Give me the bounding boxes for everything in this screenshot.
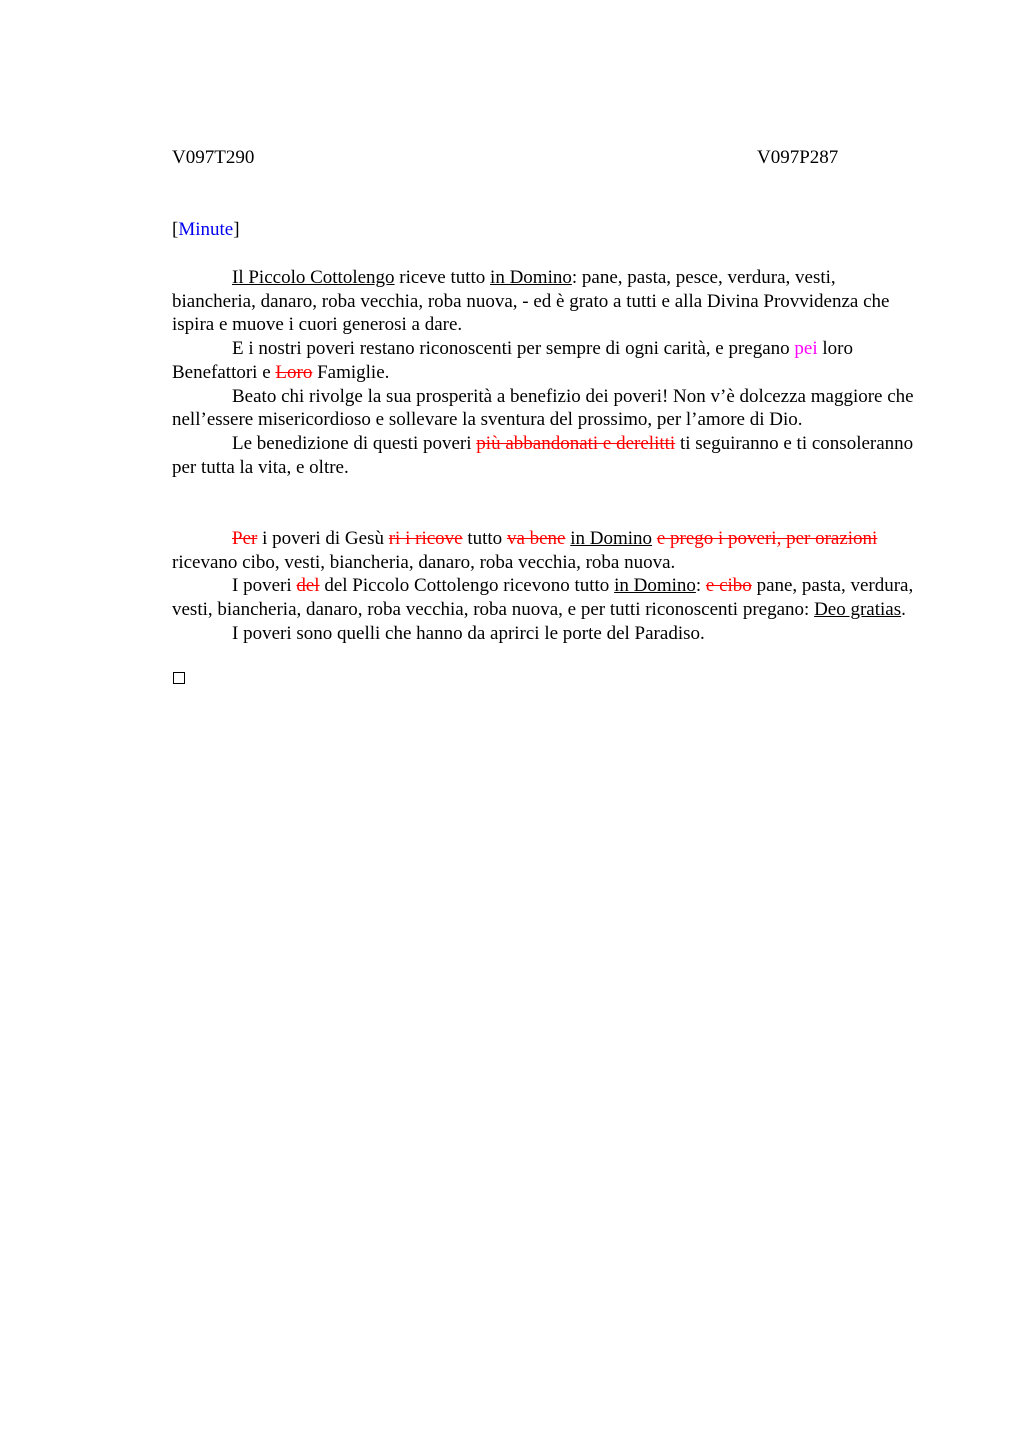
close-bracket: ]: [233, 219, 240, 240]
document-code-left: V097T290: [172, 147, 255, 168]
section-label: [172, 218, 240, 242]
underlined-text: Deo gratias: [814, 599, 902, 621]
text-span: del Piccolo Cottolengo ricevono tutto: [319, 575, 615, 597]
text-span: loro Benefattori e: [172, 338, 853, 383]
paragraph: [172, 266, 922, 337]
highlighted-text: pei: [794, 338, 818, 360]
text-span: .: [901, 599, 906, 621]
text-span: ti seguiranno e ti consoleranno per tutta la vita, e oltre.: [172, 432, 914, 478]
paragraph: [172, 527, 922, 574]
end-of-section-box-icon: [173, 672, 185, 684]
text-span: riceve tutto: [394, 267, 491, 288]
deleted-text: e prego i poveri, per orazioni: [656, 528, 878, 549]
text-span: Le benedizione di questi poveri: [232, 432, 477, 454]
deleted-text: va bene: [506, 528, 566, 549]
paragraph: [172, 385, 922, 432]
underlined-text: Il Piccolo Cottolengo: [232, 267, 395, 288]
text-span: E i nostri poveri restano riconoscenti per sempre di ogni carità, e pregano: [232, 338, 795, 360]
deleted-text: più abbandonati e derelitti: [476, 432, 676, 454]
deleted-text: Per: [232, 528, 258, 549]
underlined-text: in Domino: [570, 528, 653, 549]
deleted-text: del: [296, 575, 320, 597]
text-span: i poveri di Gesù: [257, 528, 389, 549]
paragraph: [172, 574, 922, 621]
text-span: pane, pasta, verdura, vesti, biancheria, danaro, roba vecchia, roba nuova, e per tutti riconoscenti pregano:: [172, 575, 914, 621]
text-span: Beato chi rivolge la sua prosperità a benefizio dei poveri! Non v’è dolcezza maggiore che nell’essere misericordioso e sollevare la sventura del prossimo, per l’amore di Dio.: [172, 385, 914, 431]
paragraph: [172, 337, 922, 384]
text-span: tutto: [462, 528, 507, 549]
text-span: I poveri sono quelli che hanno da aprirci le porte del Paradiso.: [232, 622, 705, 644]
section-label-text: Minute: [178, 219, 234, 240]
text-span: : pane, pasta, pesce, verdura, vesti, biancheria, danaro, roba vecchia, roba nuova, - ed è grato a tutti e alla Divina Provvidenza che ispira e muove i cuori generosi a dare.: [172, 267, 890, 336]
text-span: ricevano cibo, vesti, biancheria, danaro, roba vecchia, roba nuova.: [172, 551, 676, 573]
paragraph: [172, 432, 922, 479]
deleted-text: Loro: [275, 361, 313, 383]
text-span: Famiglie.: [312, 361, 390, 383]
text-block-second: [172, 527, 922, 646]
underlined-text: in Domino: [490, 267, 572, 288]
deleted-text: e cibo: [705, 575, 752, 597]
open-bracket: [: [172, 219, 179, 240]
text-block-first: [172, 266, 922, 479]
deleted-text: ri i ricove: [388, 528, 463, 549]
paragraph: [172, 622, 922, 646]
document-code-right: V097P287: [757, 147, 839, 168]
text-span: I poveri: [232, 575, 297, 597]
text-span: :: [695, 575, 706, 597]
underlined-text: in Domino: [614, 575, 696, 597]
